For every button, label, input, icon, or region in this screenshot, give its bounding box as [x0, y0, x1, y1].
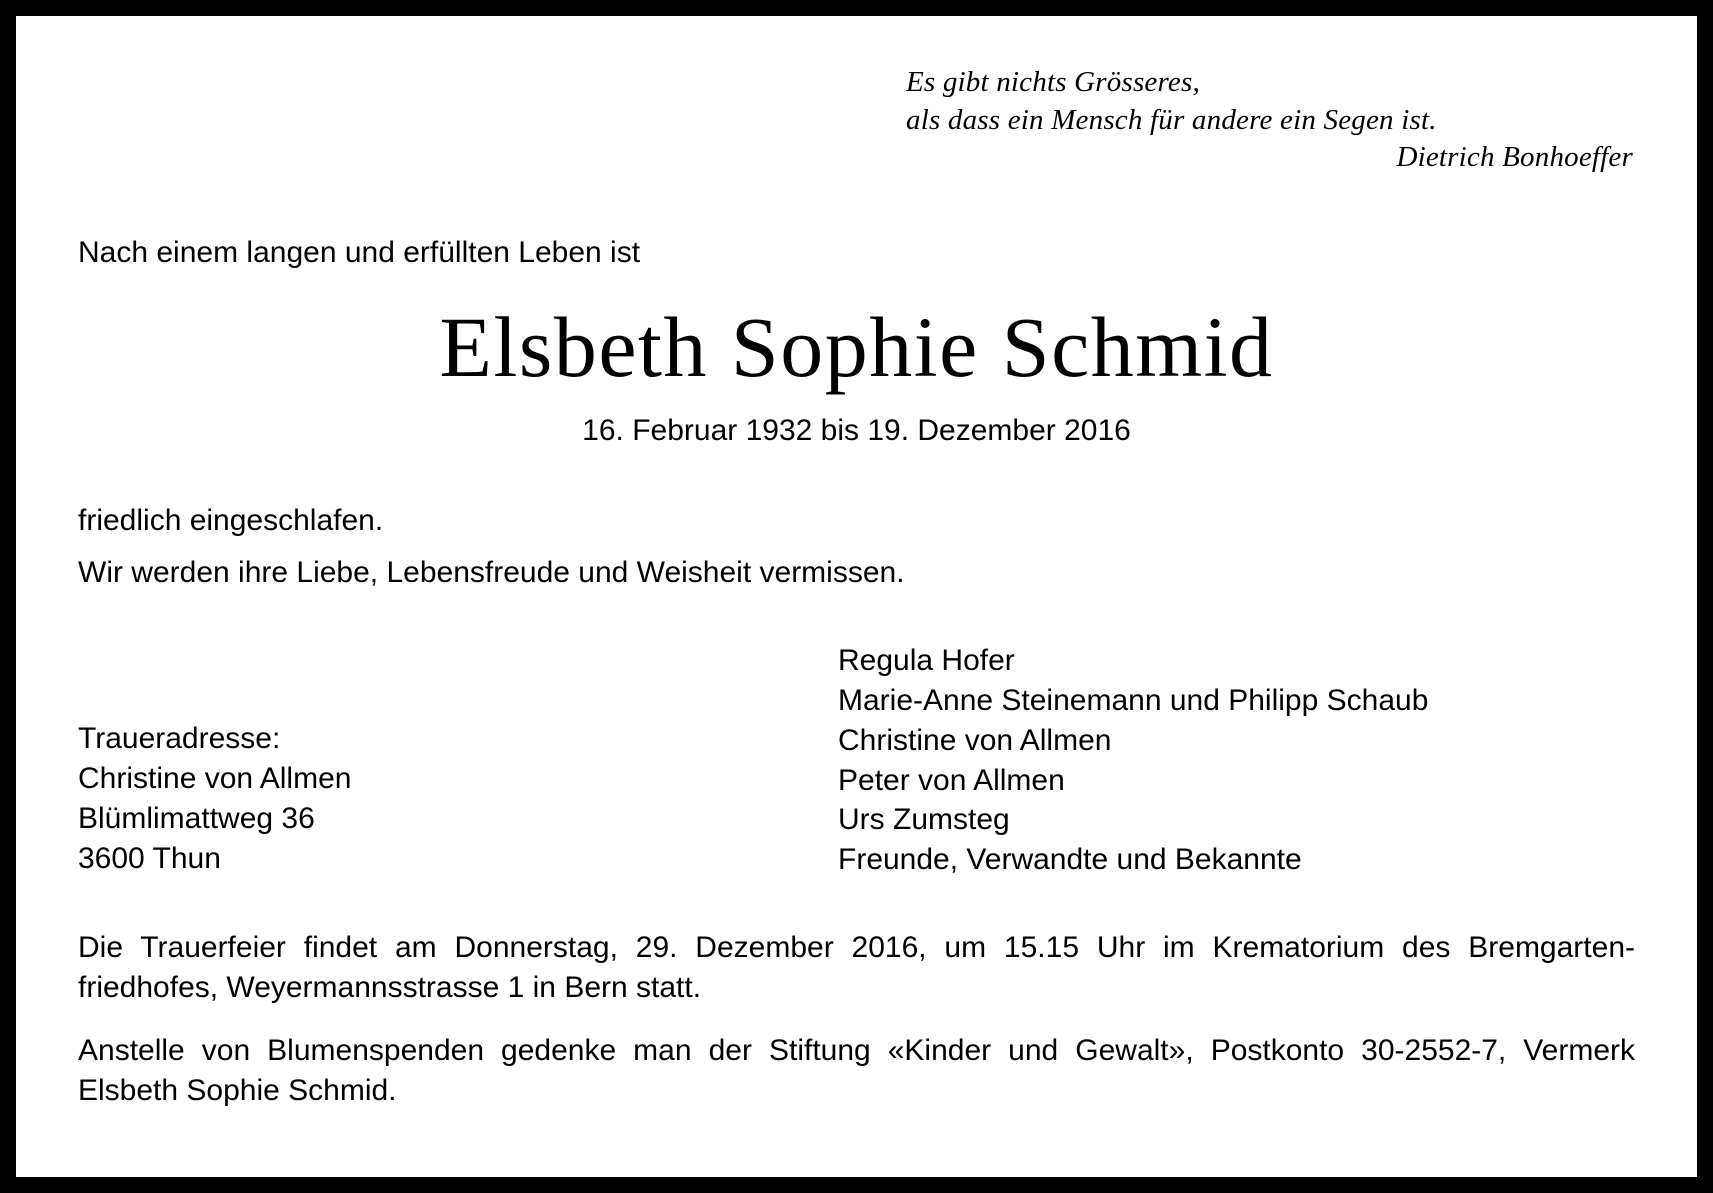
list-item: Regula Hofer	[838, 643, 1015, 677]
list-item: Marie-Anne Steinemann und Philipp Schaub	[838, 683, 1429, 717]
quote-line-1: Es gibt nichts Grösseres,	[906, 66, 1200, 98]
after-line-1: friedlich eingeschlafen.	[78, 503, 384, 537]
quotation-block	[906, 64, 1635, 177]
lead-text: Nach einem langen und erfüllten Leben ist	[78, 236, 641, 270]
deceased-name: Elsbeth Sophie Schmid	[439, 298, 1274, 395]
list-item: Christine von Allmen	[838, 723, 1112, 757]
quote-attribution: Dietrich Bonhoeffer	[1396, 141, 1633, 174]
mourning-address-line-2: Blümlimattweg 36	[78, 801, 315, 835]
after-text	[78, 498, 1635, 597]
after-line-2: Wir werden ihre Liebe, Lebensfreude und Weisheit vermissen.	[78, 556, 905, 590]
list-item: Freunde, Verwandte und Bekannte	[838, 843, 1302, 877]
obituary-card	[12, 12, 1701, 1181]
details-columns	[78, 641, 1635, 880]
mourning-address-line-3: 3600 Thun	[78, 841, 221, 875]
donation-text: Anstelle von Blumenspenden gedenke man der Stiftung «Kinder und Gewalt», Postkonto 30-2552-7, Vermerk Elsbeth Sophie Schmid.	[78, 1034, 1635, 1107]
mourning-address-label: Traueradresse:	[78, 721, 281, 755]
list-item: Urs Zumsteg	[838, 803, 1010, 837]
survivors-list	[838, 641, 1635, 880]
footer-notes	[78, 928, 1635, 1110]
quote-line-2: als dass ein Mensch für andere ein Segen ist.	[906, 103, 1437, 136]
mourning-address-block	[78, 641, 838, 880]
ceremony-text: Die Trauerfeier findet am Donnerstag, 29. Dezember 2016, um 15.15 Uhr im Krematorium des Bremgarten-friedhofes, Weyermannsstrasse 1 in Bern statt.	[78, 931, 1635, 1004]
deceased-dates: 16. Februar 1932 bis 19. Dezember 2016	[582, 413, 1131, 447]
mourning-address-line-1: Christine von Allmen	[78, 761, 352, 795]
list-item: Peter von Allmen	[838, 763, 1065, 797]
